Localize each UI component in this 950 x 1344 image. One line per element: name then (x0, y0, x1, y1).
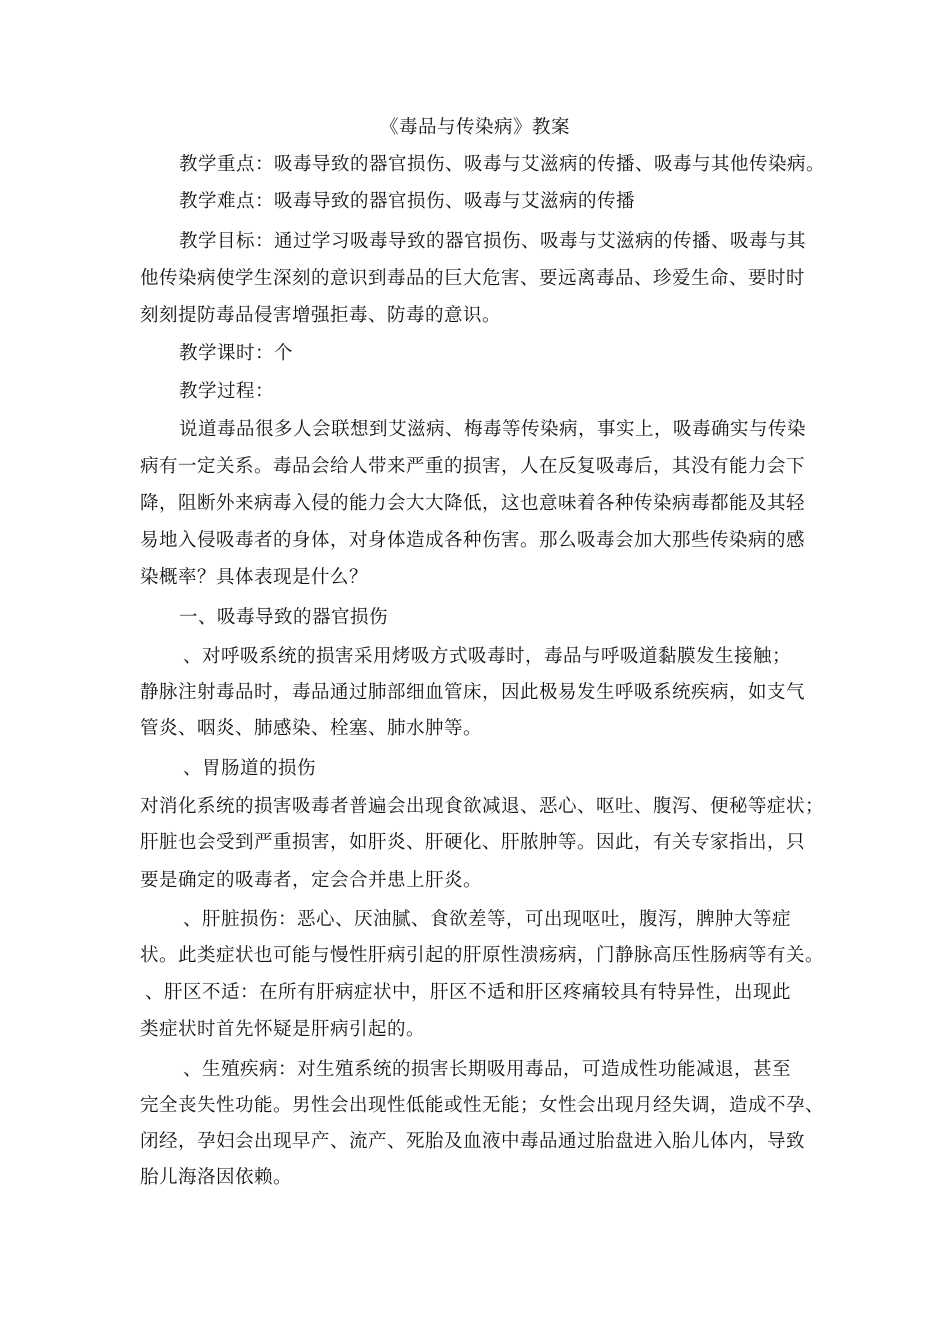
paragraph-line: 教学难点：吸毒导致的器官损伤、吸毒与艾滋病的传播 (179, 191, 636, 212)
paragraph-line: 闭经，孕妇会出现早产、流产、死胎及血液中毒品通过胎盘进入胎儿体内，导致 (140, 1131, 806, 1152)
paragraph-line: 易地入侵吸毒者的身体，对身体造成各种伤害。那么吸毒会加大那些传染病的感 (140, 530, 806, 551)
paragraph-line: 教学重点：吸毒导致的器官损伤、吸毒与艾滋病的传播、吸毒与其他传染病。 (179, 154, 826, 175)
section-heading: 一、吸毒导致的器官损伤 (179, 607, 389, 628)
paragraph-line: 说道毒品很多人会联想到艾滋病、梅毒等传染病，事实上，吸毒确实与传染 (179, 419, 807, 440)
document-title: 《毒品与传染病》教案 (379, 117, 570, 138)
paragraph-line: 教学课时：个 (179, 343, 294, 364)
paragraph-line: 对消化系统的损害吸毒者普遍会出现食欲减退、恶心、呕吐、腹泻、便秘等症状； (140, 796, 825, 817)
paragraph-line: 类症状时首先怀疑是肝病引起的。 (140, 1019, 426, 1040)
paragraph-line: 刻刻提防毒品侵害增强拒毒、防毒的意识。 (140, 305, 502, 326)
paragraph-line: 教学过程： (179, 381, 275, 402)
paragraph-line: 染概率？具体表现是什么？ (140, 567, 369, 588)
paragraph-line: 教学目标：通过学习吸毒导致的器官损伤、吸毒与艾滋病的传播、吸毒与其 (179, 231, 807, 252)
paragraph-line: 胎儿海洛因依赖。 (140, 1167, 293, 1188)
paragraph-line: 肝脏也会受到严重损害，如肝炎、肝硬化、肝脓肿等。因此，有关专家指出，只 (140, 832, 806, 853)
paragraph-line: 、肝区不适：在所有肝病症状中，肝区不适和肝区疼痛较具有特异性，出现此 (145, 982, 792, 1003)
paragraph-line: 、肝脏损伤：恶心、厌油腻、食欲差等，可出现呕吐，腹泻，脾肿大等症 (183, 909, 792, 930)
paragraph-line: 降，阻断外来病毒入侵的能力会大大降低，这也意味着各种传染病毒都能及其轻 (140, 493, 806, 514)
paragraph-line: 病有一定关系。毒品会给人带来严重的损害，人在反复吸毒后，其没有能力会下 (140, 456, 806, 477)
paragraph-line: 状。此类症状也可能与慢性肝病引起的肝原性溃疡病，门静脉高压性肠病等有关。 (140, 945, 825, 966)
paragraph-line: 静脉注射毒品时，毒品通过肺部细血管床，因此极易发生呼吸系统疾病，如支气 (140, 682, 806, 703)
paragraph-line: 他传染病使学生深刻的意识到毒品的巨大危害、要远离毒品、珍爱生命、要时时 (140, 268, 806, 289)
paragraph-line: 管炎、咽炎、肺感染、栓塞、肺水肿等。 (140, 718, 483, 739)
paragraph-line: 、对呼吸系统的损害采用烤吸方式吸毒时，毒品与呼吸道黏膜发生接触； (183, 646, 792, 667)
paragraph-line: 要是确定的吸毒者，定会合并患上肝炎。 (140, 870, 483, 891)
paragraph-line: 完全丧失性功能。男性会出现性低能或性无能；女性会出现月经失调，造成不孕、 (140, 1095, 825, 1116)
paragraph-line: 、生殖疾病：对生殖系统的损害长期吸用毒品，可造成性功能减退，甚至 (183, 1059, 792, 1080)
subsection-heading: 、胃肠道的损伤 (183, 758, 317, 779)
